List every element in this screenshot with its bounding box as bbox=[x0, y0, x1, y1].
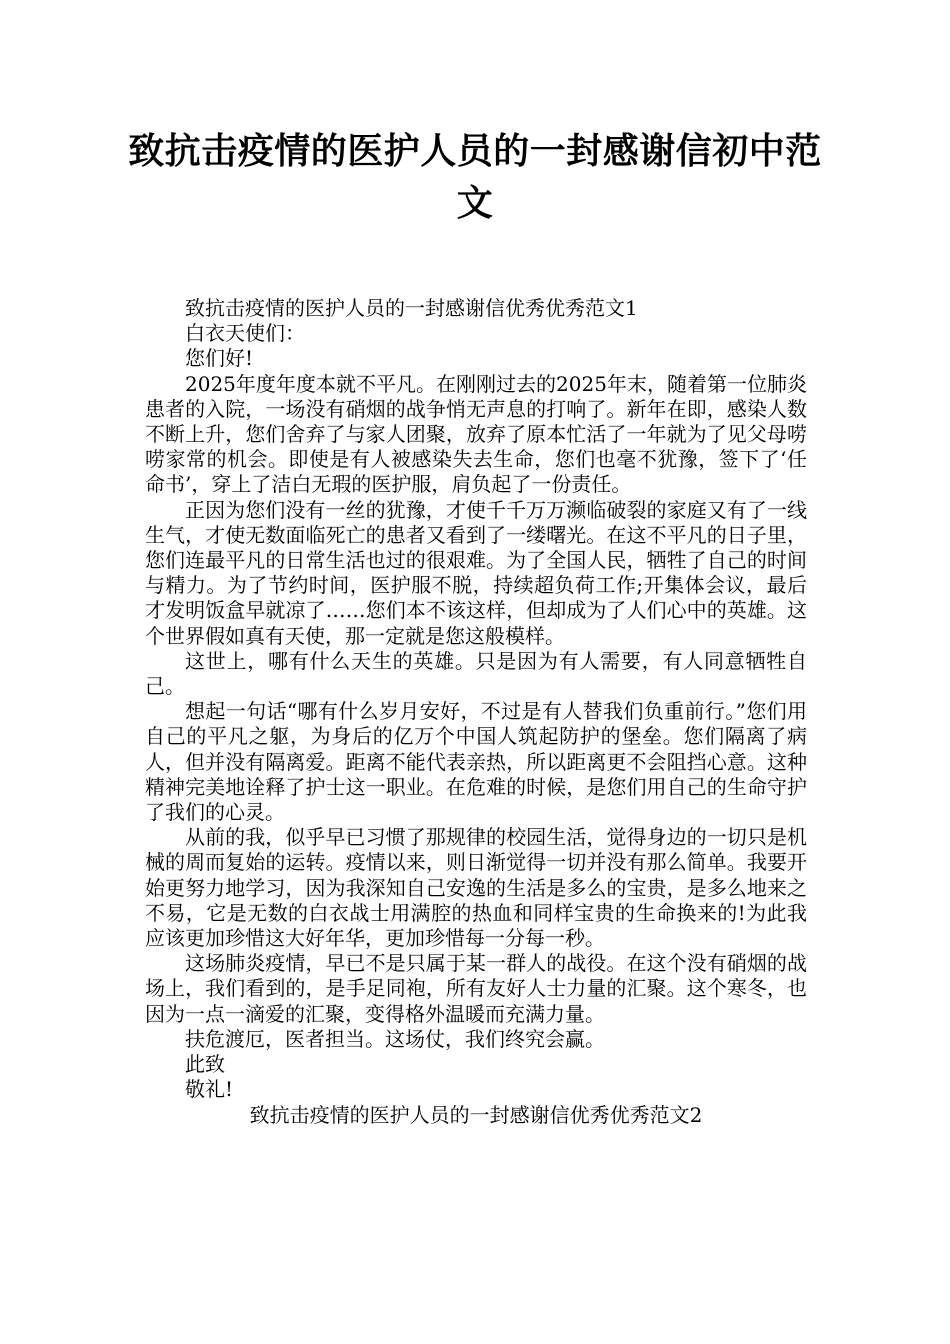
body-paragraph: 想起一句话“哪有什么岁月安好，不过是有人替我们负重前行。”您们用自己的平凡之躯，为身后的亿万个中国人筑起防护的堡垒。您们隔离了病人，但并没有隔离爱。距离不能代表亲热，所以距离更不会阻挡心意。这种精神完美地诠释了护士这一职业。在危难的时候，是您们用自己的生命守护了我们的心灵。 bbox=[145, 699, 807, 825]
salutation: 白衣天使们： bbox=[185, 321, 305, 346]
closing-line: 此致 bbox=[185, 1052, 225, 1077]
body-paragraph: 这场肺炎疫情，早已不是只属于某一群人的战役。在这个没有硝烟的战场上，我们看到的，是手足同袍，所有友好人士力量的汇聚。这个寒冬，也因为一点一滴爱的汇聚，变得格外温暖而充满力量。 bbox=[145, 951, 807, 1026]
section-heading: 致抗击疫情的医护人员的一封感谢信优秀优秀范文1 bbox=[185, 296, 638, 320]
document-title: 致抗击疫情的医护人员的一封感谢信初中范文 bbox=[128, 131, 822, 224]
body-paragraph: 正因为您们没有一丝的犹豫，才使千千万万濒临破裂的家庭又有了一线生气，才使无数面临死亡的患者又看到了一缕曙光。在这不平凡的日子里，您们连最平凡的日常生活也过的很艰难。为了全国人民，牺牲了自己的时间与精力。为了节约时间，医护服不脱，持续超负荷工作;开集体会议，最后才发明饭盒早就凉了……您们本不该这样，但却成为了人们心中的英雄。这个世界假如真有天使，那一定就是您这般模样。 bbox=[145, 497, 807, 648]
body-paragraph: 从前的我，似乎早已习惯了那规律的校园生活，觉得身边的一切只是机械的周而复始的运转。疫情以来，则日渐觉得一切并没有那么简单。我要开始更努力地学习，因为我深知自己安逸的生活是多么的宝贵，是多么地来之不易，它是无数的白衣战士用满腔的热血和同样宝贵的生命换来的!为此我应该更加珍惜这大好年华，更加珍惜每一分每一秒。 bbox=[145, 825, 807, 951]
body-paragraph: 2025年度年度本就不平凡。在刚刚过去的2025年末，随着第一位肺炎患者的入院，一场没有硝烟的战争悄无声息的打响了。新年在即，感染人数不断上升，您们舍弃了与家人团聚，放弃了原本忙活了一年就为了见父母唠唠家常的机会。即使是有人被感染失去生命，您们也毫不犹豫，签下了‘任命书’，穿上了洁白无瑕的医护服，肩负起了一份责任。 bbox=[145, 371, 807, 497]
next-section-heading: 致抗击疫情的医护人员的一封感谢信优秀优秀范文2 bbox=[249, 1102, 703, 1127]
greeting: 您们好! bbox=[185, 346, 254, 371]
closing-line: 敬礼! bbox=[185, 1077, 234, 1102]
body-paragraph: 扶危渡厄，医者担当。这场仗，我们终究会赢。 bbox=[185, 1026, 605, 1051]
document-body bbox=[145, 296, 807, 1128]
body-paragraph: 这世上，哪有什么天生的英雄。只是因为有人需要，有人同意牺牲自己。 bbox=[145, 648, 807, 699]
